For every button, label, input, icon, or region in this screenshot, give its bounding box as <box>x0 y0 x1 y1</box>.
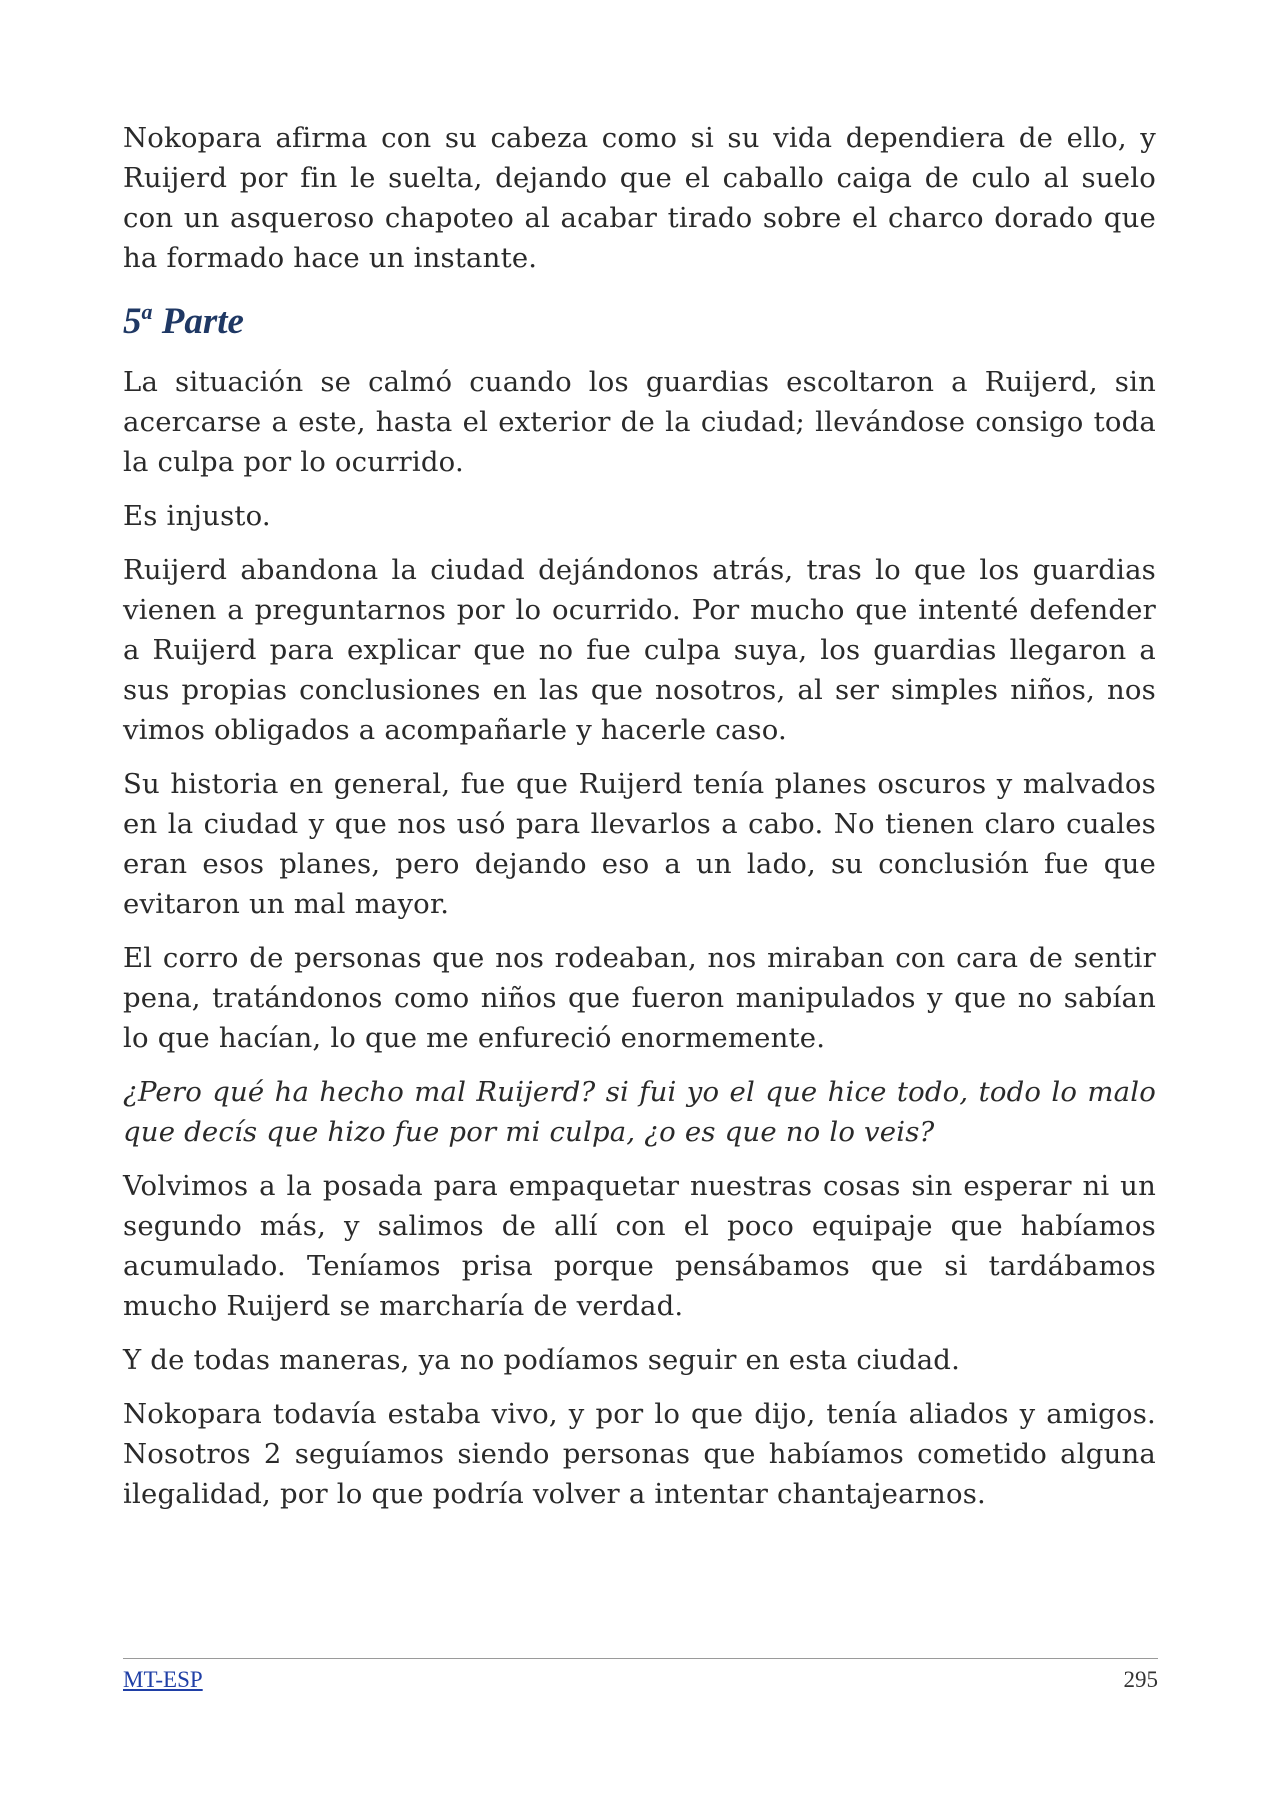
paragraph-1: Nokopara afirma con su cabeza como si su vida dependiera de ello, y Ruijerd por fin le suelta, dejando que el caballo caiga de culo al suelo con un asqueroso chapoteo al acabar tirado sobre el charco dorado que ha formado hace un instante. <box>123 122 1156 274</box>
page-number: 295 <box>1123 1667 1158 1692</box>
paragraph-7-italic-thought: ¿Pero qué ha hecho mal Ruijerd? si fui yo el que hice todo, todo lo malo que decís que hizo fue por mi culpa, ¿o es que no lo veis? <box>123 1076 1156 1148</box>
footer-link-mt-esp[interactable]: MT-ESP <box>123 1667 203 1692</box>
paragraph-8: Volvimos a la posada para empaquetar nuestras cosas sin esperar ni un segundo más, y salimos de allí con el poco equipaje que habíamos acumulado. Teníamos prisa porque pensábamos que si tardábamos mucho Ruijerd se marcharía de verdad. <box>123 1170 1156 1322</box>
paragraph-5: Su historia en general, fue que Ruijerd tenía planes oscuros y malvados en la ciudad y que nos usó para llevarlos a cabo. No tienen claro cuales eran esos planes, pero dejando eso a un lado, su conclusión fue que evitaron un mal mayor. <box>123 768 1156 920</box>
section-heading <box>123 300 1156 344</box>
paragraph-10: Nokopara todavía estaba vivo, y por lo que dijo, tenía aliados y amigos. Nosotros 2 seguíamos siendo personas que habíamos cometido alguna ilegalidad, por lo que podría volver a intentar chantajearnos. <box>123 1398 1156 1510</box>
paragraph-6: El corro de personas que nos rodeaban, nos miraban con cara de sentir pena, tratándonos como niños que fueron manipulados y que no sabían lo que hacían, lo que me enfureció enormemente. <box>123 942 1156 1054</box>
paragraph-2: La situación se calmó cuando los guardias escoltaron a Ruijerd, sin acercarse a este, hasta el exterior de la ciudad; llevándose consigo toda la culpa por lo ocurrido. <box>123 366 1156 478</box>
page-footer <box>123 1658 1158 1695</box>
heading-superscript: a <box>141 299 153 324</box>
paragraph-4: Ruijerd abandona la ciudad dejándonos atrás, tras lo que los guardias vienen a preguntarnos por lo ocurrido. Por mucho que intenté defender a Ruijerd para explicar que no fue culpa suya, los guardias llegaron a sus propias conclusiones en las que nosotros, al ser simples niños, nos vimos obligados a acompañarle y hacerle caso. <box>123 554 1156 746</box>
heading-number: 5 <box>123 301 142 342</box>
paragraph-3: Es injusto. <box>123 500 271 532</box>
page-body <box>123 118 1156 1528</box>
paragraph-9: Y de todas maneras, ya no podíamos seguir en esta ciudad. <box>123 1344 961 1376</box>
heading-text: Parte <box>161 301 244 342</box>
